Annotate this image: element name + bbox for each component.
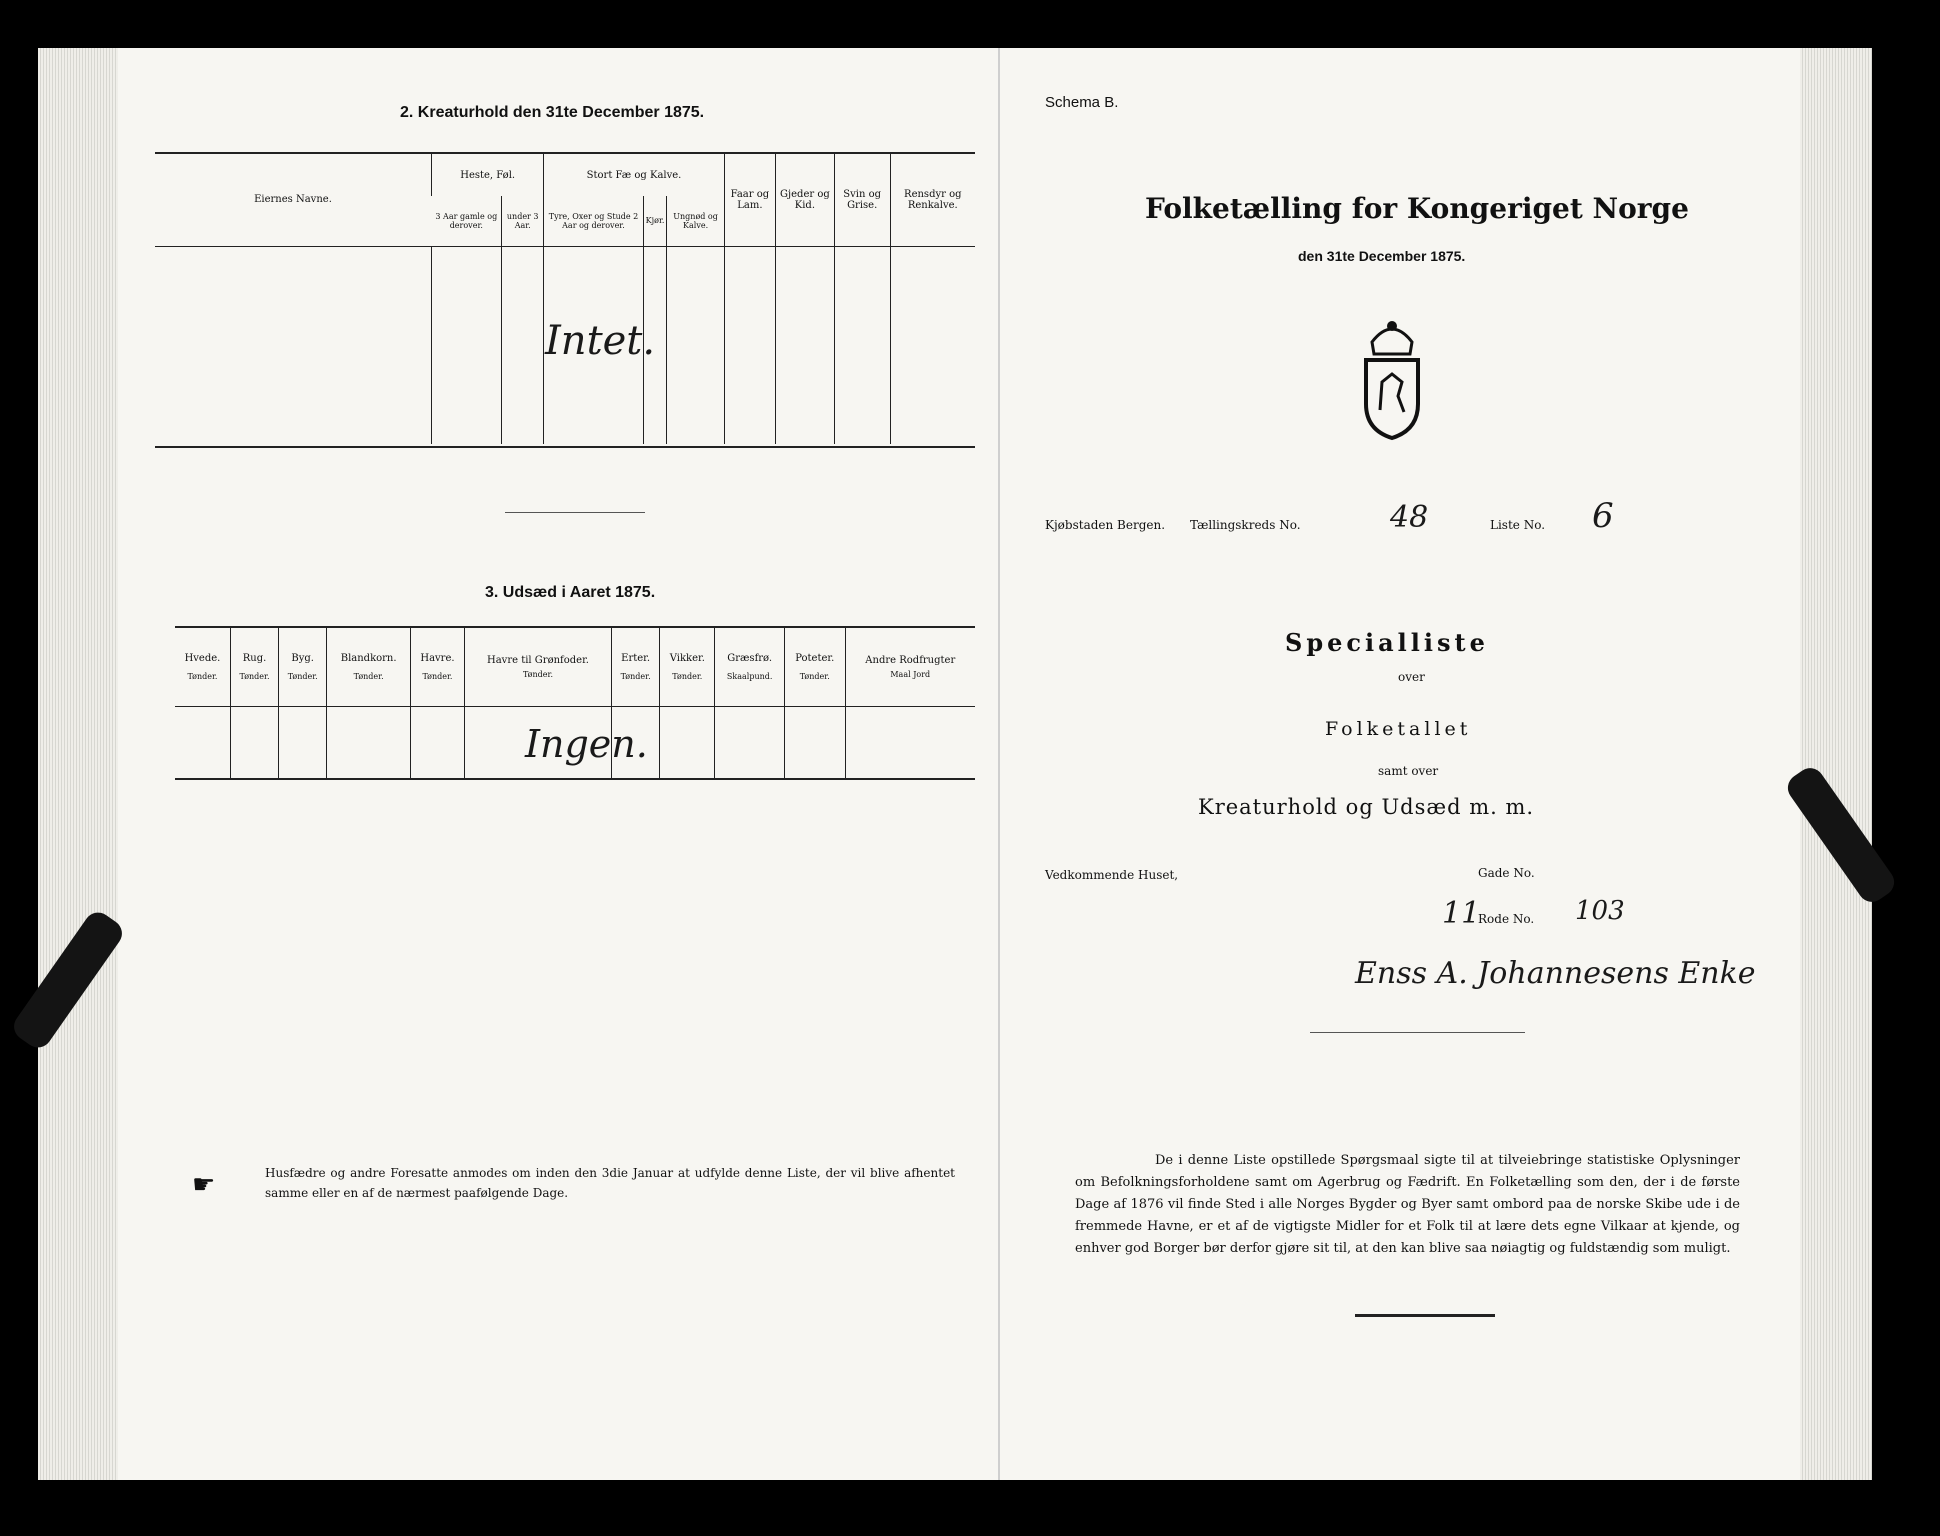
schema-label: Schema B. [1045, 94, 1119, 111]
seed-entry-handwritten: Ingen. [525, 722, 648, 766]
seed-col-mixed: Blandkorn. Tønder. [327, 628, 411, 706]
pointing-hand-icon: ☛ [192, 1170, 216, 1200]
coat-of-arms-icon [1352, 312, 1432, 442]
list-label: Liste No. [1490, 518, 1546, 532]
street-no-label: Gade No. [1478, 866, 1535, 880]
seed-col-roots: Andre Rodfrugter Maal Jord [845, 628, 975, 706]
header-pigs: Svin og Grise. [834, 154, 890, 246]
header-cattle-bulls: Tyre, Oxer og Stude 2 Aar og derover. [544, 196, 643, 246]
over-text: over [1398, 670, 1425, 684]
seed-col-potatoes: Poteter. Tønder. [784, 628, 845, 706]
district-number: 48 [1390, 500, 1429, 535]
city-label: Kjøbstaden Bergen. [1045, 518, 1166, 532]
header-horses-old: 3 Aar gamle og derover. [435, 211, 498, 230]
header-cattle-cows: Kjør. [643, 196, 667, 246]
livestock-table [155, 154, 975, 444]
section-3-title: 3. Udsæd i Aaret 1875. [485, 584, 656, 601]
explanatory-paragraph: De i denne Liste opstillede Spørgsmaal sigte til at tilveiebringe statistiske Oplysninger om Befolkningsforholdene samt om Agerbrug og Fædrift. En Folketælling som den, der i de første Dage af 1876 vil finde Sted i alle Norges Bygder og Byer samt ombord paa de norske Skibe ude i de fremmede Havne, er et af de vigtigste Midler for et Folk til at lære dets egne Vilkaar at kjende, og enhver god Borger bør derfor gjøre sit til, at den kan blive saa nøiagtig og fuldstændig som muligt. [1075, 1153, 1740, 1256]
rode-number: 103 [1575, 896, 1625, 926]
seed-col-barley: Byg. Tønder. [279, 628, 327, 706]
rode-label: Rode No. [1478, 912, 1535, 926]
house-label: Vedkommende Huset, [1045, 868, 1179, 882]
header-horses-young: under 3 Aar. [502, 196, 544, 246]
population-heading: Folketallet [1325, 718, 1472, 740]
special-list-title: Specialliste [1285, 628, 1489, 657]
district-label: Tællingskreds No. [1190, 518, 1301, 532]
left-page-edges [38, 48, 118, 1480]
section-2-title: 2. Kreaturhold den 31te December 1875. [400, 104, 705, 121]
header-owner: Eiernes Navne. [254, 194, 332, 206]
seed-col-wheat: Hvede. Tønder. [184, 652, 221, 681]
seed-col-oats: Havre. Tønder. [410, 628, 464, 706]
footnote-text: Husfædre og andre Foresatte anmodes om inden den 3die Januar at udfylde denne Liste, der vil blive afhentet samme eller en af de nærmest paafølgende Dage. [265, 1166, 955, 1200]
right-page-edges [1800, 48, 1872, 1480]
rode-prefix: 11 [1442, 896, 1481, 931]
seed-col-peas: Erter. Tønder. [612, 628, 660, 706]
header-goats: Gjeder og Kid. [776, 154, 835, 246]
section-3-bottom-rule [175, 778, 975, 780]
livestock-heading: Kreaturhold og Udsæd m. m. [1198, 795, 1535, 819]
owner-name-underline [1310, 1032, 1525, 1033]
census-title: Folketælling for Kongeriget Norge [1145, 192, 1689, 225]
header-cattle: Stort Fæ og Kalve. [544, 154, 724, 196]
seed-col-vetches: Vikker. Tønder. [660, 628, 715, 706]
section-2-bottom-rule [155, 446, 975, 448]
header-cattle-young: Ungnød og Kalve. [667, 196, 724, 246]
list-number: 6 [1592, 496, 1614, 536]
census-date: den 31te December 1875. [1298, 248, 1466, 264]
header-reindeer: Rensdyr og Renkalve. [890, 154, 975, 246]
livestock-entry-handwritten: Intet. [545, 318, 656, 364]
closing-rule [1355, 1314, 1495, 1317]
seed-col-grass: Græsfrø. Skaalpund. [715, 628, 784, 706]
also-over-text: samt over [1378, 764, 1439, 778]
seed-col-green-oats: Havre til Grønfoder. Tønder. [464, 628, 611, 706]
header-horses: Heste, Føl. [432, 154, 544, 196]
seed-col-rye: Rug. Tønder. [230, 628, 278, 706]
header-sheep: Faar og Lam. [724, 154, 775, 246]
section-separator [505, 512, 645, 513]
owner-name-handwritten: Enss A. Johannesens Enke [1355, 956, 1756, 991]
